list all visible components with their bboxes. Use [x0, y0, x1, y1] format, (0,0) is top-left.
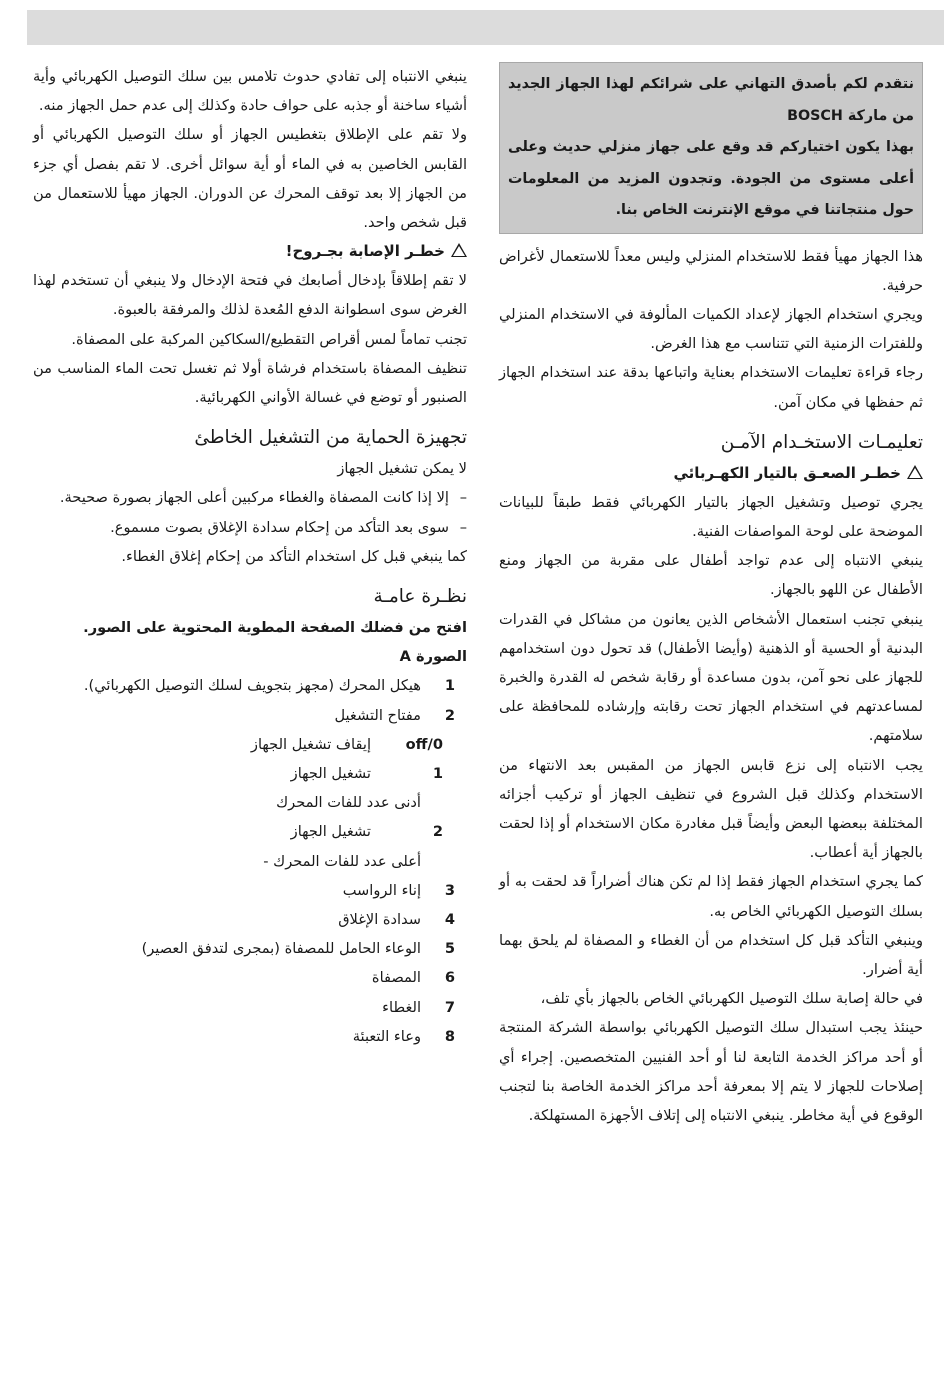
switch-text: تشغيل الجهاز	[290, 765, 371, 783]
list-item	[33, 671, 467, 700]
protection-heading: تجهيزة الحماية من التشغيل الخاطئ	[194, 427, 467, 449]
switch-text: إيقاف تشغيل الجهاز	[250, 735, 371, 753]
injury-warning-text: خطـر الإصابة بجـروح!	[285, 242, 445, 261]
paragraph: لا تقم إطلاقاً بإدخال أصابعك في فتحة الإدخال ولا ينبغي أن تستخدم لهذا الغرض سوى اسطوانة الدفع المُعدة لذلك والمرفقة بالعبوة.	[33, 272, 467, 319]
safety-heading: تعليمـات الاستخـدام الآمـن	[720, 431, 923, 453]
paragraph: في حالة إصابة سلك التوصيل الكهربائي الخاص بالجهاز بأي تلف،	[540, 990, 923, 1008]
paragraph: يجري توصيل وتشغيل الجهاز بالتيار الكهربائي فقط طبقاً للبيانات الموضحة على لوحة المواصفات الفنية.	[499, 493, 923, 540]
paragraph: ويجري استخدام الجهاز لإعداد الكميات المألوفة في الاستخدام المنزلي وللفترات الزمنية التي تتناسب مع هذا الغرض.	[499, 305, 923, 353]
paragraph: وينبغي التأكد قبل كل استخدام من أن الغطاء و المصفاة لم يلحق بهما أية أضرار.	[499, 931, 923, 978]
item-text: وعاء التعبئة	[352, 1027, 421, 1045]
switch-position	[33, 759, 467, 788]
item-text: سدادة الإغلاق	[338, 911, 421, 929]
paragraph: يجب الانتباه إلى نزع قابس الجهاز من المقبس بعد الانتهاء من الاستخدام وكذلك قبل الشروع في تنظيف الجهاز أو تركيب أجزائه المختلفة ببعضها البعض وأيضاً قبل مغادرة مكان الاستخدام أو إذا لحقت بالجهاز أية أعطاب.	[499, 756, 923, 862]
intro-line: نتقدم لكم بأصدق التهاني على شرائكم لهذا الجهاز الجديد من ماركة BOSCH	[508, 76, 914, 124]
item-text: مفتاح التشغيل	[334, 706, 421, 724]
item-number: 7	[444, 998, 455, 1016]
item-text: المصفاة	[371, 969, 421, 987]
intro-line: بهذا يكون اختياركم قد وقع على جهاز منزلي حديث وعلى أعلى مستوى من الجودة. وتجدون المزيد من المعلومات حول منتجاتنا في موقع الإنترنت الخاص بنا.	[508, 139, 914, 218]
item-number: 4	[444, 911, 455, 929]
switch-position	[33, 730, 467, 759]
list-item	[33, 934, 467, 963]
warning-triangle-icon	[907, 465, 923, 479]
list-item	[33, 1022, 467, 1051]
paragraph: لا يمكن تشغيل الجهاز	[337, 460, 467, 478]
switch-text: تشغيل الجهاز	[290, 823, 371, 841]
item-text: الغطاء	[382, 998, 421, 1016]
paragraph: ينبغي الانتباه إلى عدم تواجد أطفال على مقربة من الجهاز ومنع الأطفال عن اللهو بالجهاز.	[499, 552, 923, 599]
switch-key: 1	[432, 765, 443, 783]
paragraph: ينبغي تجنب استعمال الأشخاص الذين يعانون من مشاكل في القدرات البدنية أو الحسية أو الذهنية (وأيضا الأطفال) قد تحول دون استخدامهم للجهاز على نحو آمن، بدون مساعدة أو رقابة شخص له القدرة والخبرة لمساعدتهم في استخدام الجهاز تحت رقابته وإرشاده للمحافظة على سلامتهم.	[499, 610, 923, 745]
item-number: 3	[444, 881, 455, 899]
paragraph: ولا تقم على الإطلاق بتغطيس الجهاز أو سلك التوصيل الكهربائي أو القابس الخاصين به في الماء أو أية سوائل أخرى. لا تقم بفصل أي جزء من الجهاز إلا بعد توقف المحرك عن الدوران. الجهاز مهيأ للاستعمال من قبل شخص واحد.	[33, 126, 467, 232]
switch-note: أدنى عدد للفات المحرك	[276, 794, 421, 812]
switch-note: أعلى عدد للفات المحرك -	[263, 852, 421, 870]
dash-bullet: –	[459, 489, 467, 507]
right-column	[499, 62, 923, 1130]
list-item	[33, 963, 467, 992]
overview-heading: نظـرة عامـة	[373, 586, 467, 608]
warning-triangle-icon	[451, 243, 467, 257]
header-bar	[27, 10, 944, 45]
list-item	[33, 876, 467, 905]
item-number: 6	[444, 969, 455, 987]
list-item	[33, 905, 467, 934]
open-page-instruction: افتح من فضلك الصفحة المطوية المحتوية على الصور.	[83, 619, 467, 637]
item-number: 1	[444, 677, 455, 695]
item-number: 5	[444, 940, 455, 958]
item-text: هيكل المحرك (مجهز بتجويف لسلك التوصيل الكهربائي).	[83, 677, 421, 695]
left-column	[33, 62, 467, 1051]
paragraph: تجنب تماماً لمس أقراص التقطيع/السكاكين المركبة على المصفاة.	[71, 330, 467, 348]
paragraph: ينبغي الانتباه إلى تفادي حدوث تلامس بين سلك التوصيل الكهربائي وأية أشياء ساخنة أو جذبه على حواف حادة وكذلك إلى عدم حمل الجهاز منه.	[33, 68, 467, 115]
item-number: 2	[444, 706, 455, 724]
switch-key: off/0	[405, 735, 443, 753]
list-item	[33, 701, 467, 730]
paragraph: تنظيف المصفاة باستخدام فرشاة أولا ثم تغسل تحت الماء المناسب من الصنبور أو توضع في غسالة الأواني الكهربائية.	[33, 359, 467, 407]
list-item	[33, 513, 467, 542]
item-text: إناء الرواسب	[342, 881, 421, 899]
paragraph: رجاء قراءة تعليمات الاستخدام بعناية واتباعها بدقة عند استخدام الجهاز ثم حفظها في مكان آمن.	[499, 364, 923, 411]
item-text: الوعاء الحامل للمصفاة (بمجرى لتدفق العصير)	[141, 940, 421, 958]
intro-box	[499, 62, 923, 234]
paragraph: كما ينبغي قبل كل استخدام التأكد من إحكام إغلاق الغطاء.	[121, 547, 467, 565]
switch-position	[33, 817, 467, 846]
injury-warning	[33, 237, 467, 266]
electric-warning	[499, 459, 923, 488]
item-number: 8	[444, 1027, 455, 1045]
dash-bullet: –	[459, 518, 467, 536]
list-item	[33, 993, 467, 1022]
paragraph: حينئذ يجب استبدال سلك التوصيل الكهربائي بواسطة الشركة المنتجة أو أحد مراكز الخدمة التابعة لنا أو أحد الفنيين المتخصصين. إجراء أي إصلاحات للجهاز لا يتم إلا بمعرفة أحد مراكز الخدمة الخاصة بنا لتجنب الوقوع في أية مخاطر. ينبغي الانتباه إلى إتلاف الأجهزة المستهلكة.	[499, 1019, 923, 1124]
list-item-text: سوى بعد التأكد من إحكام سدادة الإغلاق بصوت مسموع.	[110, 518, 449, 536]
paragraph: كما يجري استخدام الجهاز فقط إذا لم تكن هناك أضراراً قد لحقت به أو بسلك التوصيل الكهربائي الخاص به.	[499, 873, 923, 920]
paragraph: هذا الجهاز مهيأ فقط للاستخدام المنزلي وليس معداً للاستعمال لأغراض حرفية.	[499, 247, 923, 294]
list-item-text: إلا إذا كانت المصفاة والغطاء مركبين أعلى الجهاز بصورة صحيحة.	[59, 489, 449, 507]
list-item	[33, 483, 467, 512]
figure-label: الصورة A	[399, 648, 467, 666]
switch-key: 2	[432, 823, 443, 841]
electric-warning-text: خطـر الصعـق بالتيار الكهـربائي	[673, 463, 901, 482]
